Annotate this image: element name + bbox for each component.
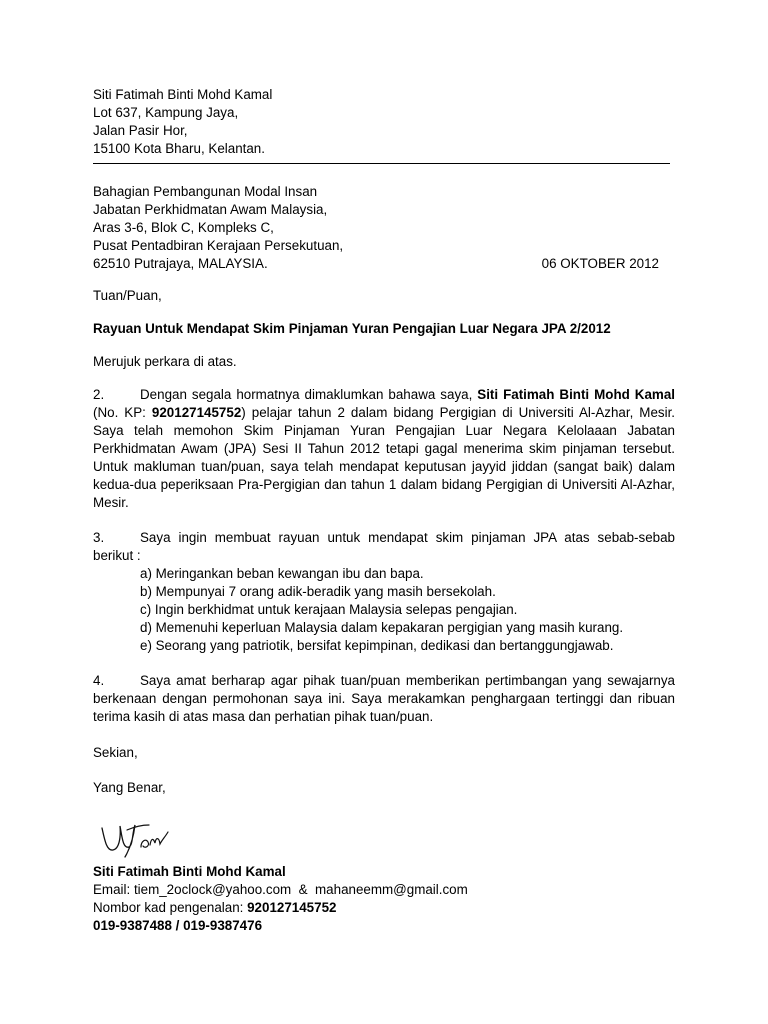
email-label: Email:: [93, 882, 134, 897]
list-item: d) Memenuhi keperluan Malaysia dalam kepakaran pergigian yang masih kurang.: [140, 620, 624, 635]
letter-body: [93, 86, 675, 797]
sender-address: [93, 86, 675, 158]
paragraph-number: 2.: [93, 387, 105, 402]
applicant-name: Siti Fatimah Binti Mohd Kamal: [477, 387, 675, 402]
signature-stroke: [141, 832, 168, 847]
list-item: a) Meringankan beban kewangan ibu dan bapa.: [140, 566, 424, 581]
recipient-address: [93, 183, 675, 273]
ic-label: Nombor kad pengenalan:: [93, 900, 248, 915]
paragraph-number: 4.: [93, 673, 105, 688]
paragraph-3: [93, 529, 675, 565]
sender-address-line: Lot 637, Kampung Jaya,: [93, 105, 239, 120]
signature-block: [93, 863, 468, 935]
sender-name: Siti Fatimah Binti Mohd Kamal: [93, 87, 273, 102]
ic-number: 920127145752: [151, 405, 242, 420]
closing-yang-benar: Yang Benar,: [93, 780, 166, 795]
handwritten-signature: [96, 816, 176, 860]
paragraph-2: [93, 386, 675, 512]
list-item: e) Seorang yang patriotik, bersifat kepimpinan, dedikasi dan bertanggungjawab.: [140, 638, 614, 653]
paragraph-number: 3.: [93, 530, 105, 545]
email-separator: &: [291, 882, 316, 897]
signature-stroke: [127, 825, 149, 830]
sender-address-line: 15100 Kota Bharu, Kelantan.: [93, 141, 265, 156]
paragraph-text: Saya ingin membuat rayuan untuk mendapat skim pinjaman JPA atas sebab-sebab berikut :: [93, 530, 675, 563]
paragraph-text: Dengan segala hormatnya dimaklumkan bahawa saya,: [140, 387, 478, 402]
reference-line: Merujuk perkara di atas.: [93, 354, 237, 369]
email-address: mahaneemm@gmail.com: [315, 882, 468, 897]
list-item: b) Mempunyai 7 orang adik-beradik yang masih bersekolah.: [140, 584, 496, 599]
recipient-line: Aras 3-6, Blok C, Kompleks C,: [93, 220, 274, 235]
ic-value: 920127145752: [247, 900, 337, 915]
recipient-line: Bahagian Pembangunan Modal Insan: [93, 184, 318, 199]
paragraph-text: (No. KP:: [93, 405, 152, 420]
email-address: tiem_2oclock@yahoo.com: [133, 882, 292, 897]
paragraph-4: [93, 672, 675, 726]
paragraph-text: Saya amat berharap agar pihak tuan/puan memberikan pertimbangan yang sewajarnya berkenaan dengan permohonan saya ini. Saya merakamkan penghargaan tertinggi dan ribuan terima kasih di atas masa dan perhatian pihak tuan/puan.: [93, 673, 675, 724]
phone-numbers: 019-9387488 / 019-9387476: [93, 918, 263, 933]
signature-stroke: [102, 825, 135, 857]
header-divider: [93, 163, 670, 164]
letter-date: 06 OKTOBER 2012: [541, 256, 659, 271]
email-line: [93, 881, 468, 899]
closing-sekian: Sekian,: [93, 745, 138, 760]
sender-address-line: Jalan Pasir Hor,: [93, 123, 188, 138]
ic-line: [93, 899, 468, 917]
subject-line: Rayuan Untuk Mendapat Skim Pinjaman Yuran Pengajian Luar Negara JPA 2/2012: [93, 321, 611, 336]
paragraph-text: ) pelajar tahun 2 dalam bidang Pergigian di Universiti Al-Azhar, Mesir. Saya telah memohon Skim Pinjaman Yuran Pengajian Luar Negara Kelolaaan Jabatan Perkhidmatan Awam (JPA) Sesi II Tahun 2012 tetapi gagal menerima skim pinjaman tersebut. Untuk makluman tuan/puan, saya telah mendapat keputusan jayyid jiddan (sangat baik) dalam kedua-dua peperiksaan Pra-Pergigian dan tahun 1 dalam bidang Pergigian di Universiti Al-Azhar, Mesir.: [93, 405, 676, 510]
recipient-last-line-with-date: [93, 255, 659, 273]
signatory-name: Siti Fatimah Binti Mohd Kamal: [93, 864, 286, 879]
recipient-line: 62510 Putrajaya, MALAYSIA.: [93, 256, 268, 271]
salutation: Tuan/Puan,: [93, 288, 162, 303]
recipient-line: Jabatan Perkhidmatan Awam Malaysia,: [93, 202, 328, 217]
reasons-list: [93, 565, 675, 655]
list-item: c) Ingin berkhidmat untuk kerajaan Malaysia selepas pengajian.: [140, 602, 518, 617]
recipient-line: Pusat Pentadbiran Kerajaan Persekutuan,: [93, 238, 344, 253]
